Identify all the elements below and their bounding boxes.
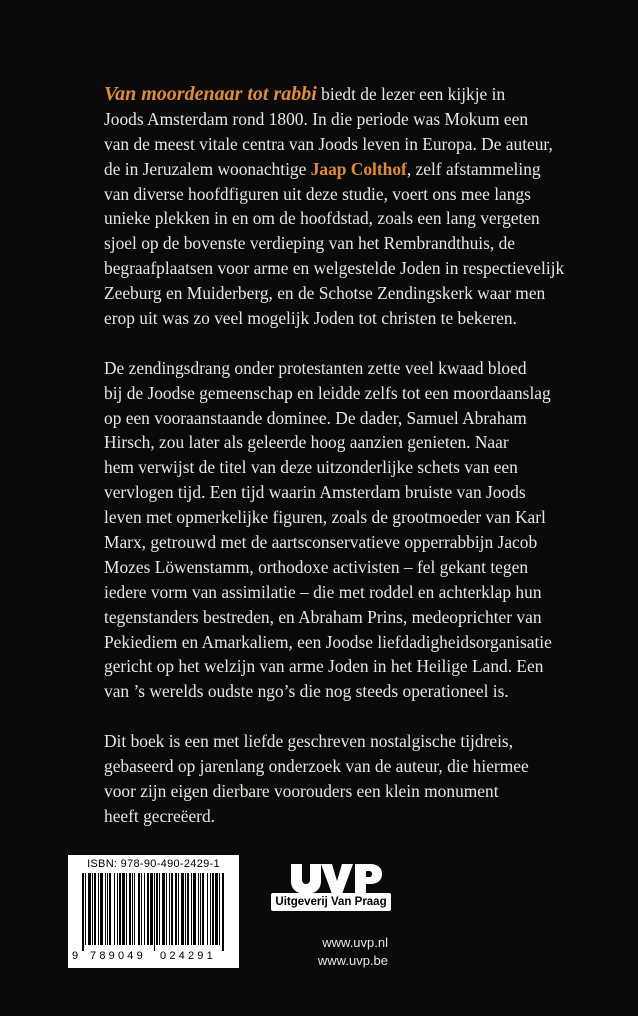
text-line xyxy=(104,132,574,157)
text-segment: erop uit was zo veel mogelijk Joden tot christen te bekeren. xyxy=(104,308,517,329)
text-line xyxy=(104,206,574,231)
text-line xyxy=(104,779,574,804)
text-line xyxy=(104,82,574,107)
text-line xyxy=(104,530,574,555)
text-segment: , zelf afstammeling xyxy=(406,158,541,179)
text-segment: vervlogen tijd. Een tijd waarin Amsterdam bruiste van Joods xyxy=(104,482,526,503)
paragraph-gap xyxy=(104,704,574,729)
text-segment: van ’s werelds oudste ngo’s die nog steeds operationeel is. xyxy=(104,681,509,702)
text-line xyxy=(104,480,574,505)
text-line xyxy=(104,356,574,381)
text-line xyxy=(104,754,574,779)
text-line xyxy=(104,455,574,480)
text-segment: begraafplaatsen voor arme en welgestelde Joden in respectievelijk xyxy=(104,258,565,279)
text-segment: gebaseerd op jarenlang onderzoek van de auteur, die hiermee xyxy=(104,756,529,777)
text-line xyxy=(104,107,574,132)
isbn-barcode xyxy=(68,855,239,968)
text-line xyxy=(104,729,574,754)
text-line xyxy=(104,605,574,630)
text-segment: Zeeburg en Muiderberg, en de Schotse Zendingskerk waar men xyxy=(104,283,546,304)
text-segment: de in Jeruzalem woonachtige xyxy=(104,158,311,179)
text-line xyxy=(104,406,574,431)
text-line xyxy=(104,580,574,605)
text-line xyxy=(104,281,574,306)
text-segment: Mozes Löwenstamm, orthodoxe activisten – fel gekant tegen xyxy=(104,556,529,577)
text-line xyxy=(104,306,574,331)
uvp-logo-icon xyxy=(271,860,391,894)
paragraph-gap xyxy=(104,331,574,356)
text-segment: Hirsch, zou later als geleerde hoog aanzien genieten. Naar xyxy=(104,432,509,453)
text-line xyxy=(104,804,574,829)
text-line xyxy=(104,231,574,256)
url-be[interactable]: www.uvp.be xyxy=(317,953,388,968)
text-segment: voor zijn eigen dierbare voorouders een klein monument xyxy=(104,780,499,801)
text-segment: unieke plekken in en om de hoofdstad, zoals een lang vergeten xyxy=(104,208,540,229)
highlighted-text: Jaap Colthof xyxy=(310,158,407,179)
text-segment: leven met opmerkelijke figuren, zoals de grootmoeder van Karl xyxy=(104,507,546,528)
text-line xyxy=(104,555,574,580)
text-segment: Dit boek is een met liefde geschreven nostalgische tijdreis, xyxy=(104,731,514,752)
text-segment: Pekiediem en Amarkaliem, een Joodse liefdadigheidsorganisatie xyxy=(104,631,552,652)
text-segment: Joods Amsterdam rond 1800. In die periode was Mokum een xyxy=(104,108,529,129)
text-segment: gericht op het welzijn van arme Joden in het Heilige Land. Een xyxy=(104,656,544,677)
text-segment: tegenstanders bestreden, en Abraham Prins, medeoprichter van xyxy=(104,606,542,627)
publisher-logo xyxy=(271,860,391,914)
blurb-text xyxy=(104,82,574,829)
text-segment: biedt de lezer een kijkje in xyxy=(316,84,506,104)
highlighted-text: Van moordenaar tot rabbi xyxy=(104,83,317,105)
text-line xyxy=(104,679,574,704)
text-line xyxy=(104,630,574,655)
ean-first-digit: 9 xyxy=(72,950,79,962)
url-nl[interactable]: www.uvp.nl xyxy=(322,935,388,950)
barcode-icon xyxy=(82,873,225,951)
publisher-name: Uitgeverij Van Praag xyxy=(271,893,391,911)
publisher-urls xyxy=(270,934,388,970)
text-line xyxy=(104,381,574,406)
ean-left-group: 789049 xyxy=(90,950,146,962)
text-segment: Marx, getrouwd met de aartsconservatieve opperrabbijn Jacob xyxy=(104,532,538,553)
text-line xyxy=(104,182,574,207)
text-segment: bij de Joodse gemeenschap en leidde zelfs tot een moordaanslag xyxy=(104,382,551,403)
text-segment: hem verwijst de titel van deze uitzonderlijke schets van een xyxy=(104,457,518,478)
text-segment: De zendingsdrang onder protestanten zette veel kwaad bloed xyxy=(104,357,527,378)
text-segment: van diverse hoofdfiguren uit deze studie, voert ons mee langs xyxy=(104,183,531,204)
text-segment: iedere vorm van assimilatie – die met roddel en achterklap hun xyxy=(104,581,542,602)
text-segment: op een vooraanstaande dominee. De dader, Samuel Abraham xyxy=(104,407,527,428)
text-segment: van de meest vitale centra van Joods leven in Europa. De auteur, xyxy=(104,133,553,154)
text-line xyxy=(104,256,574,281)
text-line xyxy=(104,654,574,679)
text-segment: heeft gecreëerd. xyxy=(104,805,216,826)
text-segment: sjoel op de bovenste verdieping van het Rembrandthuis, de xyxy=(104,233,515,254)
ean-right-group: 024291 xyxy=(160,950,216,962)
isbn-label: ISBN: 978-90-490-2429-1 xyxy=(87,858,220,870)
text-line xyxy=(104,505,574,530)
text-line xyxy=(104,430,574,455)
text-line xyxy=(104,157,574,182)
